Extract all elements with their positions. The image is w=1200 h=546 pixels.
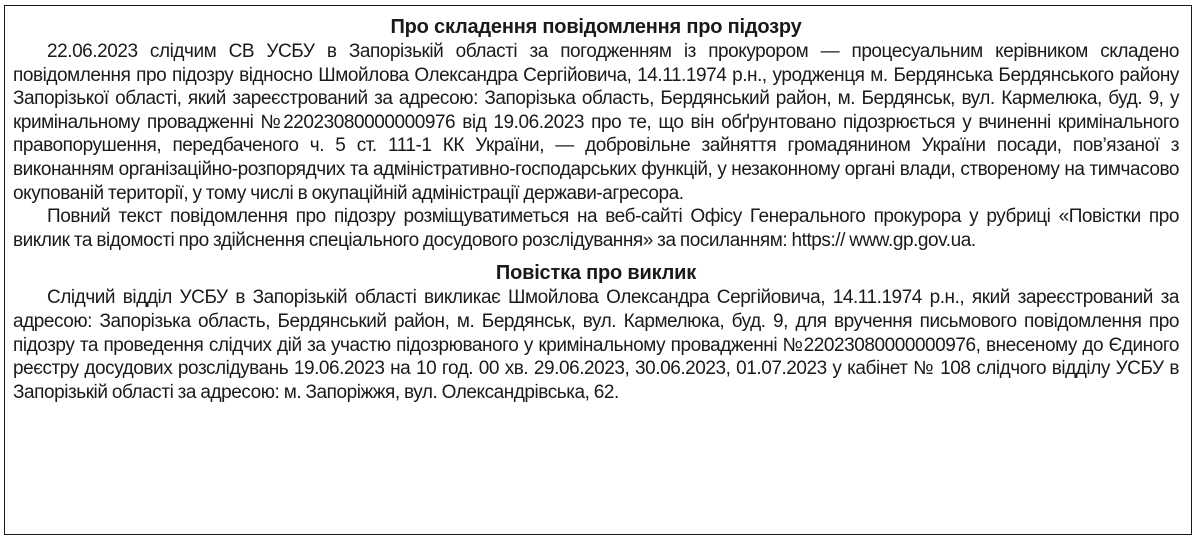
- suspicion-notice-paragraph-2: Повний текст повідомлення про підозру розміщуватиметься на веб-сайті Офісу Генерального прокурора у рубриці «Повістки про виклик та відомості про здійснення спеціального досудового розслідування» за посиланням: https:// www.gp.gov.ua.: [13, 206, 1179, 251]
- suspicion-notice-paragraph-1: 22.06.2023 слідчим СВ УСБУ в Запорізькій області за погодженням із прокурором — процесуальним керівником складено повідомлення про підозру відносно Шмойлова Олександра Сергійовича, 14.11.1974 р.н., уродженця м. Бердянська Бердянського району Запорізької області, який зареєстрований за адресою: Запорізька область, Бердянський район, м. Бердянськ, вул. Кармелюка, буд. 9, у кримінальному провадженні №22023080000000976 від 19.06.2023 про те, що він обґрунтовано підозрюється у вчиненні кримінального правопорушення, передбаченого ч. 5 ст. 111-1 КК України, — добровільне зайняття громадянином України посади, пов’язаної з виконанням організаційно-розпорядчих та адміністративно-господарських функцій, у незаконному органі влади, створеному на тимчасово окупованій території, у тому числі в окупаційній адміністрації держави-агресора.: [13, 41, 1179, 204]
- summons-title: Повістка про виклик: [495, 262, 697, 285]
- summons-paragraph-1: Слідчий відділ УСБУ в Запорізькій області викликає Шмойлова Олександра Сергійовича, 14.11.1974 р.н., який зареєстрований за адресою: Запорізька область, Бердянський район, м. Бердянськ, вул. Кармелюка, буд. 9, для вручення письмового повідомлення про підозру та проведення слідчих дій за участю підозрюваного у кримінальному провадженні №22023080000000976, внесеному до Єдиного реєстру досудових розслідувань 19.06.2023 на 10 год. 00 хв. 29.06.2023, 30.06.2023, 01.07.2023 у кабінет № 108 слідчого відділу УСБУ в Запорізькій області за адресою: м. Запоріжжя, вул. Олександрівська, 62.: [13, 287, 1179, 403]
- suspicion-notice-title: Про складення повідомлення про підозру: [390, 16, 802, 38]
- legal-notice-box: [4, 5, 1192, 535]
